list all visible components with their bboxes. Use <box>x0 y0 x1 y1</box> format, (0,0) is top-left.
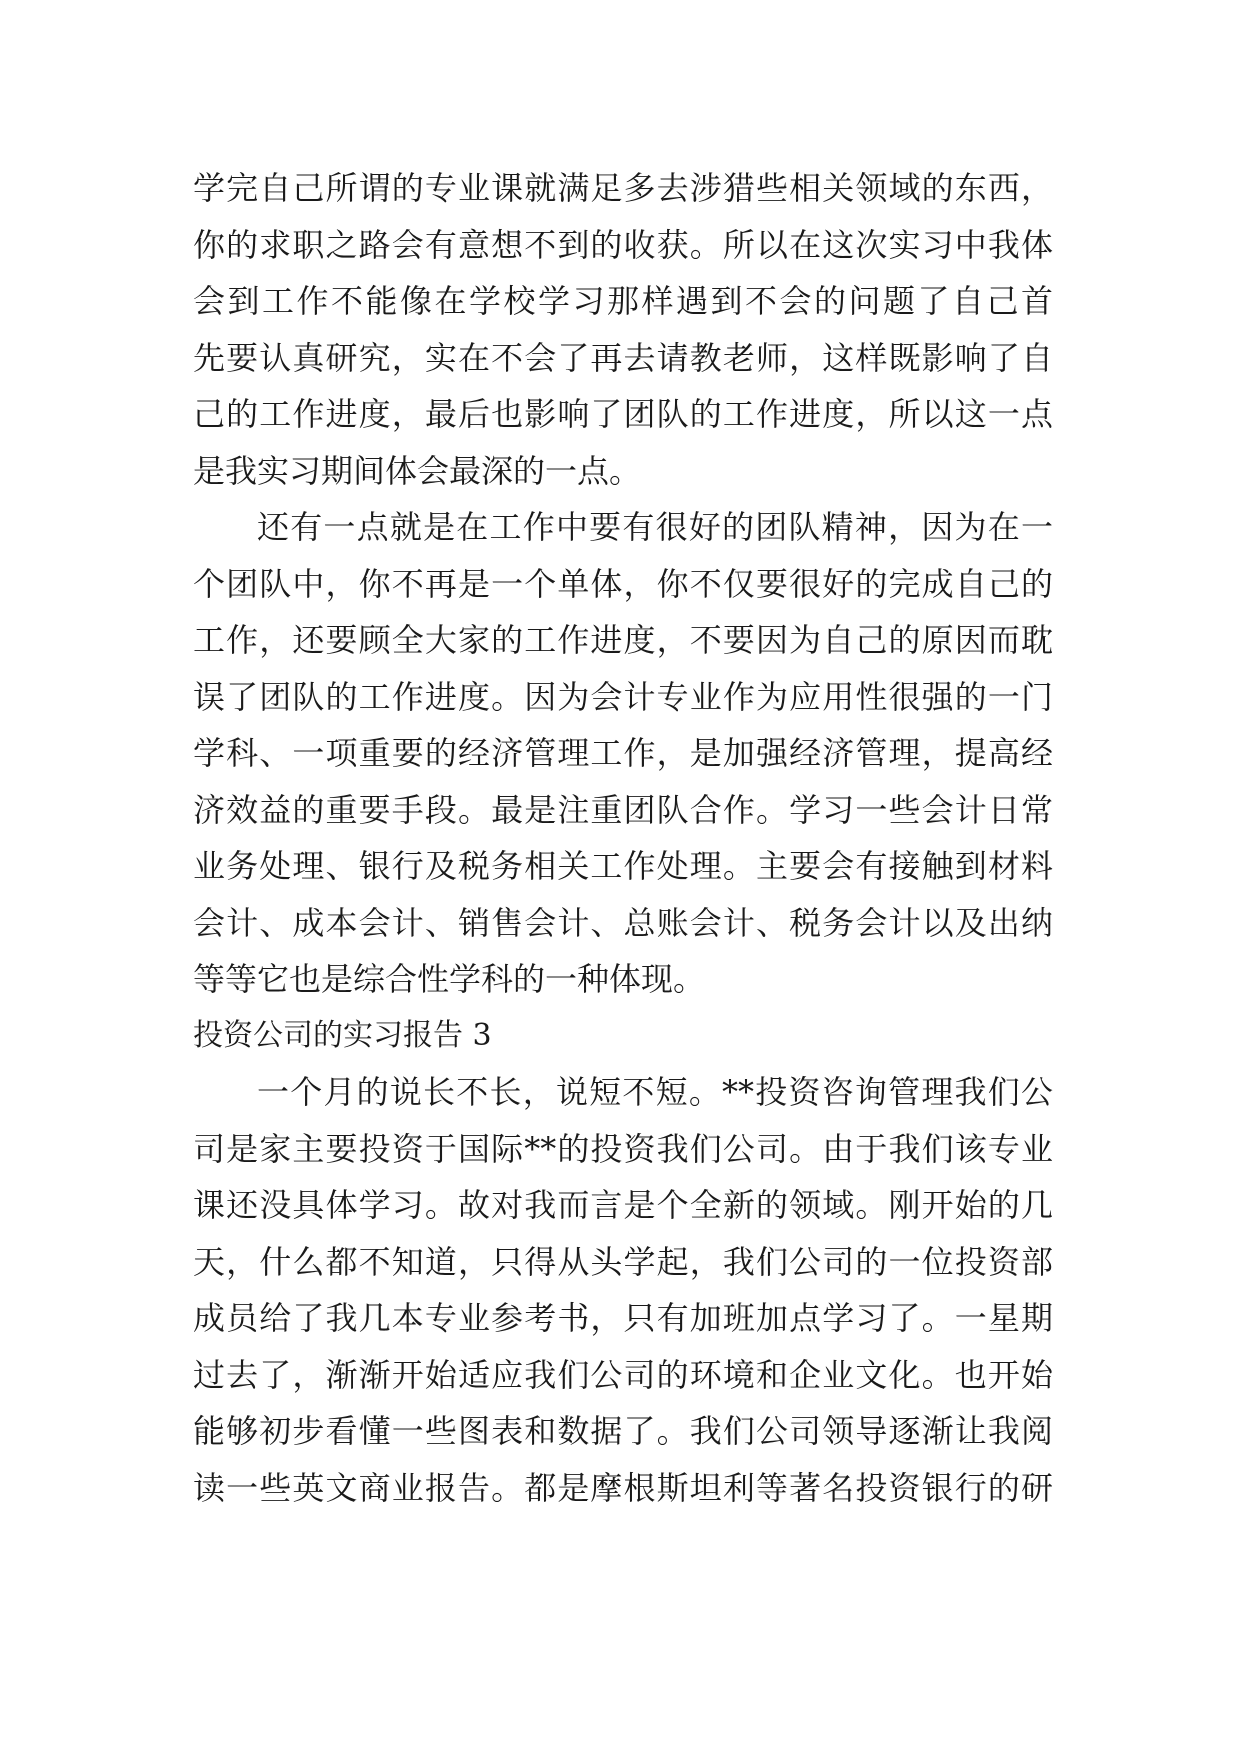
paragraph-line: 学科、一项重要的经济管理工作，是加强经济管理，提高经 <box>193 734 1053 772</box>
paragraph-line: 还有一点就是在工作中要有很好的团队精神，因为在一 <box>257 508 1053 546</box>
paragraph-line: 工作，还要顾全大家的工作进度，不要因为自己的原因而耽 <box>193 621 1053 659</box>
paragraph-line: 济效益的重要手段。最是注重团队合作。学习一些会计日常 <box>193 790 1053 829</box>
paragraph-line: 学完自己所谓的专业课就满足多去涉猎些相关领域的东西， <box>193 169 1053 207</box>
paragraph-line: 误了团队的工作进度。因为会计专业作为应用性很强的一门 <box>193 677 1053 716</box>
paragraph-line: 业务处理、银行及税务相关工作处理。主要会有接触到材料 <box>193 847 1053 885</box>
paragraph-line: 是我实习期间体会最深的一点。 <box>193 451 642 490</box>
paragraph-line: 成员给了我几本专业参考书，只有加班加点学习了。一星期 <box>193 1299 1053 1337</box>
paragraph-line: 读一些英文商业报告。都是摩根斯坦利等著名投资银行的研 <box>193 1468 1053 1507</box>
paragraph-2 <box>193 499 1053 1008</box>
paragraph-line: 能够初步看懂一些图表和数据了。我们公司领导逐渐让我阅 <box>193 1412 1053 1450</box>
paragraph-line: 先要认真研究，实在不会了再去请教老师，这样既影响了自 <box>193 338 1053 377</box>
paragraph-line: 天，什么都不知道，只得从头学起，我们公司的一位投资部 <box>193 1242 1053 1281</box>
paragraph-1 <box>193 160 1053 499</box>
paragraph-line: 个团队中，你不再是一个单体，你不仅要很好的完成自己的 <box>193 564 1053 603</box>
paragraph-line: 会计、成本会计、销售会计、总账会计、税务会计以及出纳 <box>193 903 1053 942</box>
paragraph-line: 过去了，渐渐开始适应我们公司的环境和企业文化。也开始 <box>193 1355 1053 1394</box>
paragraph-line: 等等它也是综合性学科的一种体现。 <box>193 960 706 998</box>
paragraph-line: 一个月的说长不长，说短不短。**投资咨询管理我们公 <box>257 1073 1053 1111</box>
paragraph-line: 会到工作不能像在学校学习那样遇到不会的问题了自己首 <box>193 282 1053 320</box>
paragraph-3 <box>193 1064 1053 1516</box>
paragraph-line: 己的工作进度，最后也影响了团队的工作进度，所以这一点 <box>193 395 1053 433</box>
document-body <box>193 160 1053 1516</box>
paragraph-line: 司是家主要投资于国际**的投资我们公司。由于我们该专业 <box>193 1129 1053 1168</box>
paragraph-line: 课还没具体学习。故对我而言是个全新的领域。刚开始的几 <box>193 1186 1053 1224</box>
paragraph-line: 你的求职之路会有意想不到的收获。所以在这次实习中我体 <box>193 225 1053 264</box>
section-heading: 投资公司的实习报告 3 <box>193 1017 492 1053</box>
